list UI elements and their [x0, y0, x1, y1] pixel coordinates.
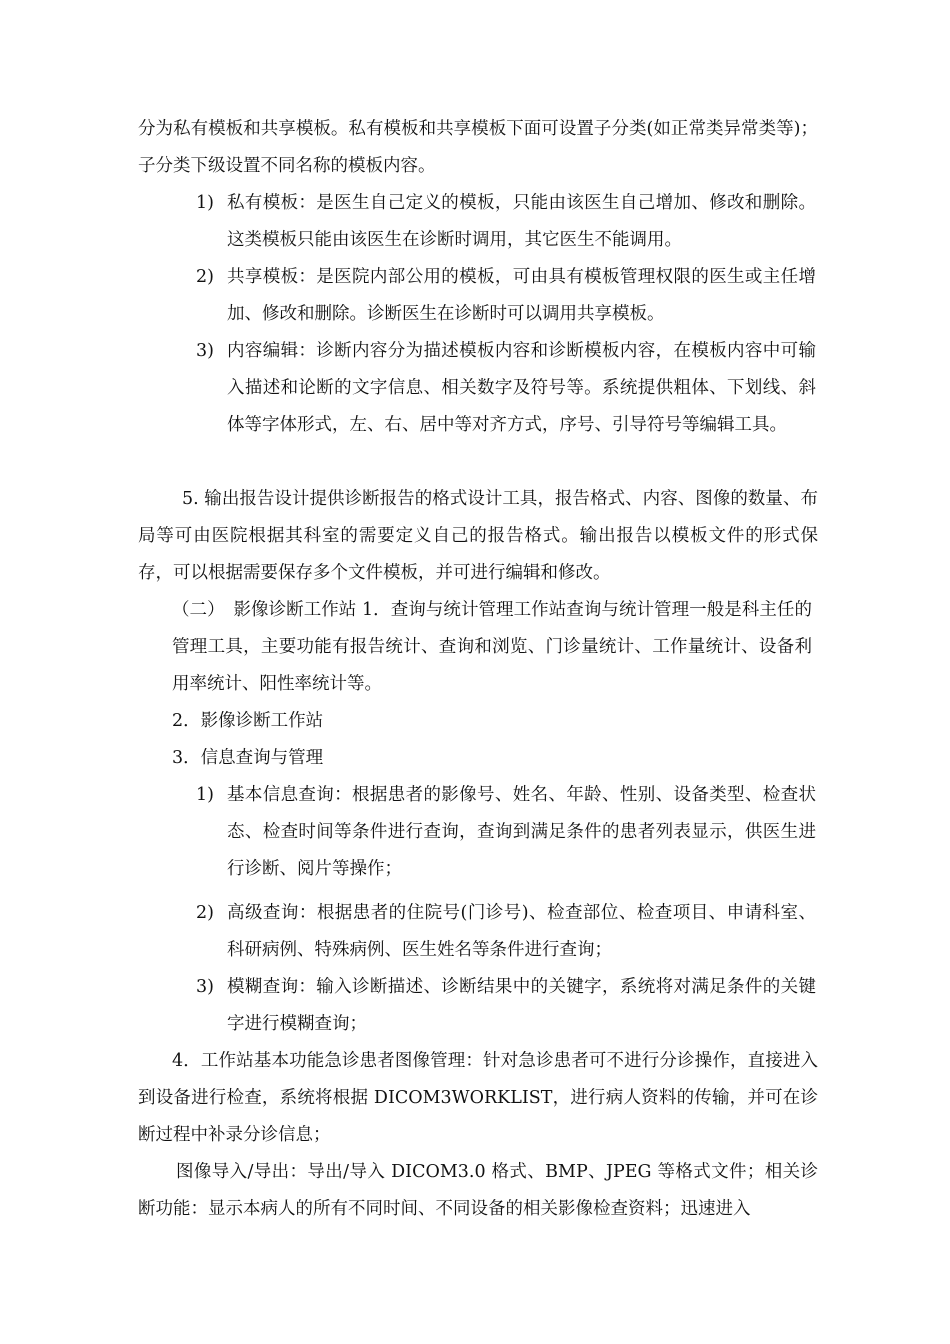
list-number: 3)	[196, 977, 214, 997]
paragraph-diagnosis-workstation: （二） 影像诊断工作站 1．查询与统计管理工作站查询与统计管理一般是科主任的管理工具，主要功能有报告统计、查询和浏览、门诊量统计、工作量统计、设备利用率统计、阳性率统计等。	[172, 600, 812, 694]
list-item-shared-template	[196, 259, 816, 333]
list-number: 3)	[196, 341, 214, 361]
paragraph-image-import-export: 图像导入/导出：导出/导入 DICOM3.0 格式、BMP、JPEG 等格式文件；相关诊断功能：显示本病人的所有不同时间、不同设备的相关影像检查资料；迅速进入	[138, 1162, 818, 1219]
list-text: 共享模板：是医院内部公用的模板，可由具有模板管理权限的医生或主任增加、修改和删除。诊断医生在诊断时可以调用共享模板。	[227, 267, 816, 324]
list-text: 高级查询：根据患者的住院号(门诊号)、检查部位、检查项目、申请科室、科研病例、特殊病例、医生姓名等条件进行查询；	[227, 903, 816, 960]
list-text: 私有模板：是医生自己定义的模板，只能由该医生自己增加、修改和删除。这类模板只能由该医生在诊断时调用，其它医生不能调用。	[227, 193, 816, 250]
list-text: 基本信息查询：根据患者的影像号、姓名、年龄、性别、设备类型、检查状态、检查时间等条件进行查询，查询到满足条件的患者列表显示，供医生进行诊断、阅片等操作；	[227, 785, 816, 879]
list-item-basic-query	[196, 777, 816, 888]
heading-diagnosis-workstation: 2．影像诊断工作站	[172, 711, 324, 731]
list-text: 内容编辑：诊断内容分为描述模板内容和诊断模板内容，在模板内容中可输入描述和论断的文字信息、相关数字及符号等。系统提供粗体、下划线、斜体等字体形式，左、右、居中等对齐方式，序号、引导符号等编辑工具。	[227, 341, 816, 435]
paragraph-template-categories: 分为私有模板和共享模板。私有模板和共享模板下面可设置子分类(如正常类异常类等)；子分类下级设置不同名称的模板内容。	[138, 119, 818, 176]
list-item-advanced-query	[196, 895, 816, 969]
list-number: 1)	[196, 193, 214, 213]
heading-info-query: 3．信息查询与管理	[172, 748, 324, 768]
list-number: 1)	[196, 785, 214, 805]
list-number: 2)	[196, 267, 214, 287]
list-text: 模糊查询：输入诊断描述、诊断结果中的关键字，系统将对满足条件的关键字进行模糊查询；	[227, 977, 816, 1034]
list-item-fuzzy-query	[196, 969, 816, 1043]
list-number: 2)	[196, 903, 214, 923]
list-item-content-editing	[196, 333, 816, 444]
list-item-private-template	[196, 185, 816, 259]
paragraph-emergency-images: 4．工作站基本功能急诊患者图像管理：针对急诊患者可不进行分诊操作，直接进入到设备进行检查，系统将根据 DICOM3WORKLIST，进行病人资料的传输，并可在诊断过程中补录分诊信息；	[138, 1051, 818, 1145]
paragraph-report-design: 5. 输出报告设计提供诊断报告的格式设计工具，报告格式、内容、图像的数量、布局等可由医院根据其科室的需要定义自己的报告格式。输出报告以模板文件的形式保存，可以根据需要保存多个文件模板，并可进行编辑和修改。	[138, 489, 818, 583]
